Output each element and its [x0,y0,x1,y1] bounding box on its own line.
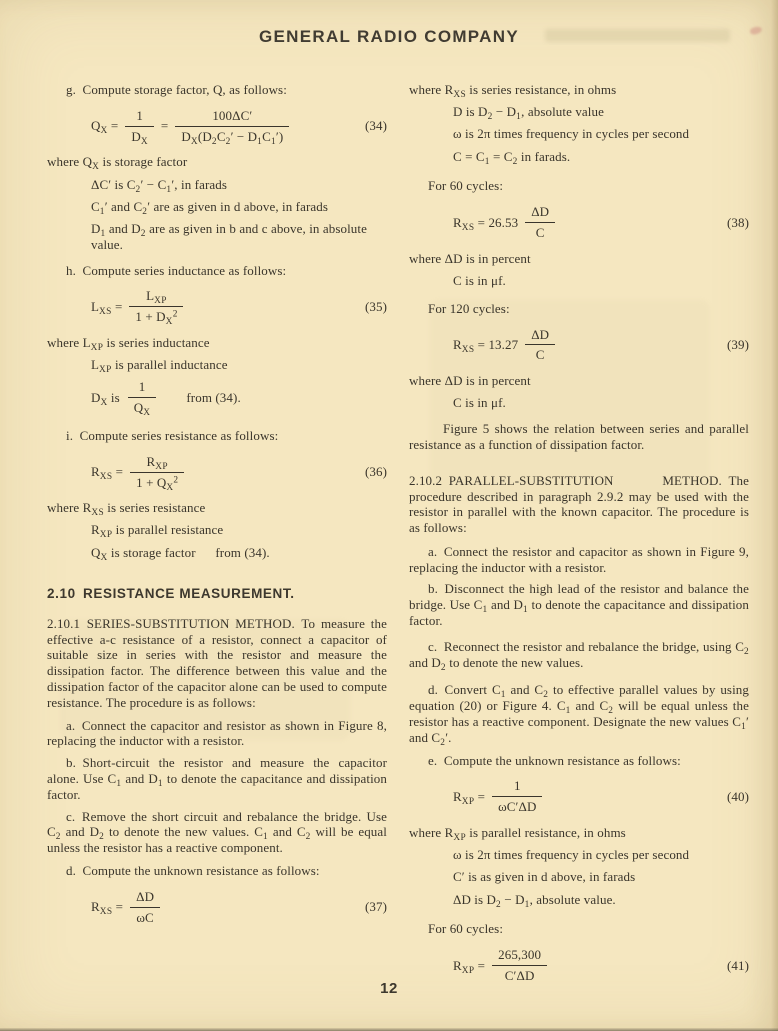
equation-lhs: $L_{XS}$ = [91,298,123,317]
subscript: 2 [140,229,146,240]
where-line: C′ is as given in d above, in farads [453,869,636,885]
where-line: ω is 2π times frequency in cycles per second [453,126,690,142]
equation-number: (34) [364,118,387,134]
subscript: X [100,126,108,137]
where-line: where $R_{XP}$ is parallel resistance, in ohms [409,825,626,844]
subscript: X [166,482,174,493]
subscript: 2 [305,832,311,843]
where-clause-39 [409,373,749,411]
subscript: 1 [263,832,268,843]
subscript: X [143,408,151,419]
for-60-cycles-label: For 60 cycles: [428,921,504,937]
equation-number: (37) [364,899,387,915]
subscript: XS [99,306,112,317]
subscript: 2 [211,136,217,147]
paragraph-figure-5: Figure 5 shows the relation between series and parallel resistance as a function of dissipation factor. [409,421,749,452]
equation-number: (41) [726,957,749,973]
subscript: XP [154,296,167,307]
subscript: 2 [225,136,231,147]
fraction [492,947,547,984]
page-header: GENERAL RADIO COMPANY [259,27,519,46]
list-item-b2: b. Disconnect the high lead of the resistor and balance the bridge. Use $C_1$ and $D_1$ to denote the capacitance and dissipation factor. [409,581,749,629]
fraction [130,454,184,491]
subscript: X [190,136,198,147]
for-60-cycles-label: For 60 cycles: [428,178,504,194]
where-line: ΔD is $D_2 - D_1$, absolute value. [453,891,616,910]
fraction-denominator: $D_X(D_2C_2' - D_1C_1')$ [181,128,284,147]
subscript: 2 [487,112,493,123]
subscript: X [100,552,108,563]
page-edge-shadow [771,0,778,1031]
subscript: 2 [496,899,501,910]
equation-41 [409,947,749,984]
fraction [492,778,542,815]
fraction-denominator: C [535,347,545,363]
where-clause-36 [47,500,387,563]
subscript: 1 [482,605,488,616]
fraction-numerator: 1 [128,379,157,398]
fraction [129,288,183,328]
where-line: $L_{XP}$ is parallel inductance [91,357,228,376]
subscript: X [100,397,108,408]
equation-lhs: $R_{XS} = 13.27$ [453,336,519,356]
where-line: where $R_{XS}$ is series resistance [47,500,206,519]
subscript: 2 [135,184,141,195]
subscript: 1 [500,690,506,701]
where-line: where ΔD is in percent [409,250,531,266]
fraction-numerator: ΔD [130,889,160,908]
subscript: XP [461,965,475,976]
subscript: X [92,162,100,173]
list-item-i: i. Compute series resistance as follows: [66,427,279,443]
left-column [47,78,387,935]
fraction-denominator: $Q_X$ [133,400,151,419]
equals-sign: = [160,118,169,134]
where-line: $Q_X$ is storage factor from (34). [91,544,270,563]
equation-34 [47,108,387,145]
list-item-c: c. Remove the short circuit and rebalance the bridge. Use $C_2$ and $D_2$ to denote the new values. $C_1$ and $C_2$ will be equal unless the resistor has a reactive component. [47,808,387,856]
superscript: 2 [173,474,179,485]
right-column [409,78,749,994]
subscript: 2 [440,738,446,749]
equation-40 [409,778,749,815]
where-line: C is in μf. [453,272,506,288]
subscript: XP [90,343,104,354]
where-line: $C = C_1 = C_2$ in farads. [453,148,571,167]
equation-number: (36) [364,464,387,480]
fraction-denominator: C′ΔD [504,968,535,983]
where-line: $D_1$ and $D_2$ are as given in b and c above, in absolute value. [91,220,367,252]
subscript: 1 [523,605,529,616]
equation-37 [47,889,387,926]
subscript: 1 [116,779,122,790]
subscript: 1 [516,112,522,123]
equation-number: (39) [726,336,749,352]
where-clause-34 [47,154,387,252]
subscript: 1 [484,156,490,167]
subscript: XP [461,797,475,808]
equation-35 [47,288,387,328]
paragraph-2-10-1: 2.10.1 SERIES-SUBSTITUTION METHOD. To measure the effective a-c resistance of a resistor, connect a capacitor of suitable size in series with the resistor and measure the dissipation factor. The difference between this value and the dissipation factor of the capacitor alone can be used to compute resistance. The procedure is as follows: [47,615,387,710]
where-line: where ΔD is in percent [409,373,531,389]
fraction [128,379,157,419]
fraction-numerator: 1 [125,108,154,127]
fraction [525,327,555,364]
list-item-c2: c. Reconnect the resistor and rebalance the bridge, using $C_2$ and $D_2$ to denote the new values. [409,638,749,673]
fraction-numerator: 265,300 [492,947,547,966]
equation-lhs: $R_{XS} = 26.53$ [453,214,519,233]
subscript: 2 [608,706,614,717]
equation-number: (38) [726,214,749,230]
where-clause-35 [47,334,387,419]
subscript: 2 [99,832,105,843]
list-item-d: d. Compute the unknown resistance as follows: [66,862,320,878]
fraction-numerator: $L_{XP}$ [129,288,183,307]
subscript: XP [155,461,168,472]
where-line: where $R_{XS}$ is series resistance, in ohms [409,82,617,101]
fraction-numerator: $R_{XP}$ [130,454,184,473]
equation-lhs: $R_{XP}$ = [453,788,486,808]
fraction-denominator: $1 + D_X^2$ [135,309,178,328]
subscript: X [165,317,173,328]
equation-number: (35) [364,298,387,314]
page-number: 12 [380,980,398,997]
subscript: XS [461,222,475,233]
where-line: ω is 2π times frequency in cycles per second [453,847,690,863]
fraction [175,108,289,145]
subscript: 2 [142,206,148,217]
list-item-a2: a. Connect the resistor and capacitor as shown in Figure 9, replacing the inductor with a resistor. [409,543,749,575]
fraction-denominator: C [535,224,545,240]
for-120-cycles-label: For 120 cycles: [428,300,510,316]
where-line-prefix: $D_X$ is [91,389,120,408]
subscript: 1 [100,229,106,240]
fraction [125,108,154,145]
where-line: $C_1'$ and $C_2'$ are as given in d above, in farads [91,198,329,217]
where-line: ΔC′ is $C_2' - C_1'$, in farads [91,176,228,195]
subscript: 2 [744,647,749,658]
subscript: XS [99,472,113,483]
list-item-g: g. Compute storage factor, Q, as follows: [66,82,287,97]
where-clause-38 [409,251,749,289]
where-line: where $Q_X$ is storage factor [47,154,188,173]
subscript: 2 [543,690,549,701]
subscript: XP [99,530,113,541]
superscript: 2 [172,309,178,320]
where-line: D is $D_2 - D_1$, absolute value [453,104,604,123]
list-item-h: h. Compute series inductance as follows: [66,262,287,278]
subscript: 1 [99,206,105,217]
fraction [130,889,160,926]
paragraph-2-10-2: 2.10.2 PARALLEL-SUBSTITUTION METHOD. The procedure described in paragraph 2.9.2 may be used with the resistor in parallel with the known capacitor. The procedure is as follows: [409,472,749,536]
fraction-numerator: ΔD [525,204,555,223]
fraction [525,204,555,241]
subscript: 2 [55,832,61,843]
subscript: XS [91,508,104,519]
subscript: XP [453,833,466,844]
where-line: $R_{XP}$ is parallel resistance [91,522,224,541]
subscript: XS [99,907,113,918]
subscript: XP [99,365,112,376]
subscript: XS [453,90,466,101]
where-line [91,379,387,419]
equation-number: (40) [726,788,749,804]
equation-lhs: $R_{XP}$ = [453,957,486,976]
subscript: 1 [741,722,747,733]
subscript: 1 [270,136,276,147]
equation-38 [409,204,749,241]
subscript: 1 [157,779,163,790]
list-item-b: b. Short-circuit the resistor and measure the capacitor alone. Use $C_1$ and $D_1$ to denote the capacitance and dissipation factor. [47,755,387,802]
where-line: C is in μf. [453,395,506,411]
subscript: 2 [512,156,518,167]
where-line: where $L_{XP}$ is series inductance [47,334,210,354]
fraction-denominator: $1 + Q_X^2$ [136,474,179,493]
subscript: 1 [257,136,263,147]
where-line-suffix: from (34). [186,389,241,405]
equation-lhs: $R_{XS}$ = [91,464,124,483]
equation-lhs: $R_{XS}$ = [91,899,124,918]
equation-36 [47,454,387,491]
equation-39 [409,327,749,364]
fraction-numerator: 100ΔC′ [175,108,289,127]
fraction-numerator: 1 [492,778,542,797]
fraction-denominator: $D_X$ [131,128,148,147]
fraction-denominator: ωC [136,909,154,925]
subscript: XS [461,345,475,356]
subscript: X [140,136,148,147]
subscript: 1 [166,184,172,195]
equation-lhs: $Q_X$ = [91,118,119,137]
subscript: 1 [565,706,571,717]
subscript: 1 [524,899,530,910]
fraction-denominator: ωC′ΔD [498,799,537,815]
subscript: 2 [440,662,446,673]
fraction-numerator: ΔD [525,327,555,346]
list-item-d2: d. Convert $C_1$ and $C_2$ to effective parallel values by using equation (20) or Figure 4. $C_1$ and $C_2$ will be equal unless the resistor has a reactive component. Designate the new values $C_1'$ and $C_2'$. [409,682,749,749]
list-item-a: a. Connect the capacitor and resistor as shown in Figure 8, replacing the inductor with a resistor. [47,717,387,749]
section-heading-2-10: 2.10 RESISTANCE MEASUREMENT. [47,586,295,602]
where-clause-37 [409,82,749,167]
where-clause-40 [409,825,749,910]
list-item-e2: e. Compute the unknown resistance as follows: [428,752,681,768]
